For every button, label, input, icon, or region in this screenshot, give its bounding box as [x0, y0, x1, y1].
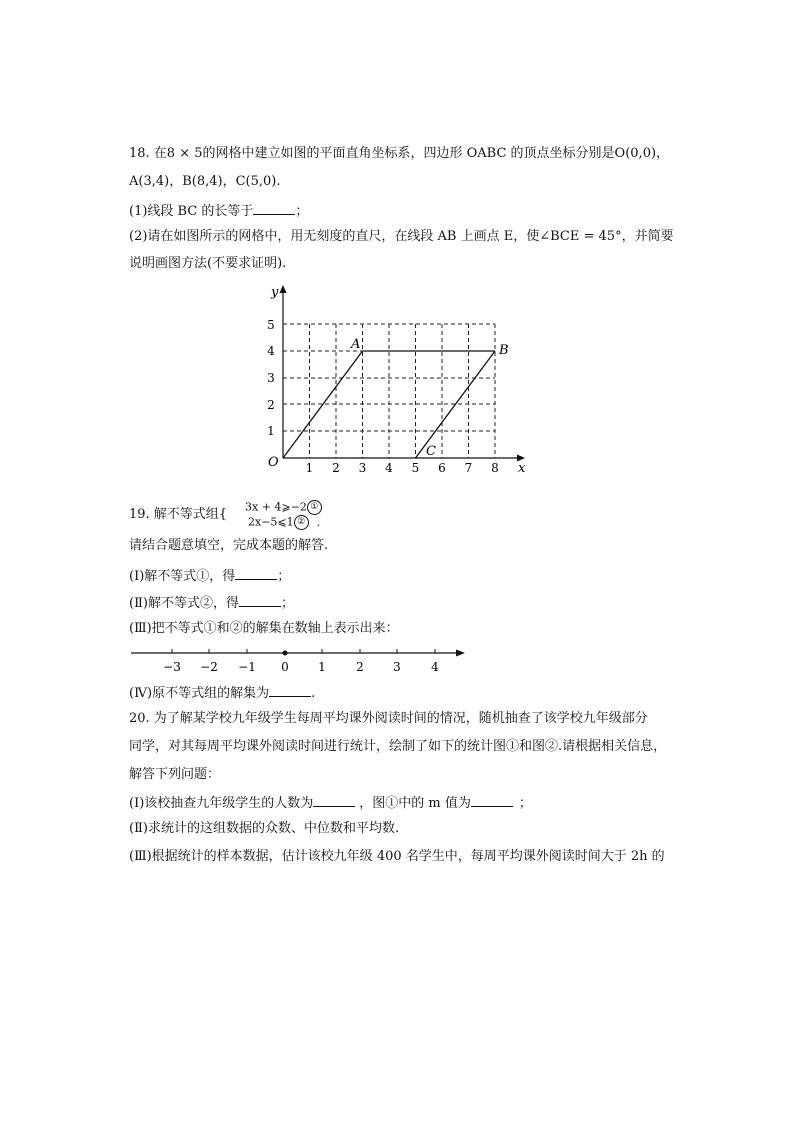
q18-part1-text: (1)线段 BC 的长等于	[129, 204, 254, 219]
number-line-tick: 0	[281, 660, 289, 674]
coordinate-grid-figure	[255, 282, 535, 477]
x-tick: 7	[464, 461, 473, 475]
x-tick: 4	[385, 461, 393, 475]
answer-blank[interactable]	[471, 794, 513, 807]
q18-line1: 18. 在8 × 5的网格中建立如图的平面直角坐标系，四边形 OABC 的顶点坐标分别是O(0,0)，	[129, 146, 670, 161]
inequality-1: 3x + 4⩾−2	[245, 500, 307, 514]
y-tick: 3	[267, 371, 275, 385]
q19-intro: 请结合题意填空，完成本题的解答.	[129, 538, 329, 553]
inequality-system	[245, 500, 322, 530]
q20-line3: 解答下列问题：	[129, 767, 221, 782]
q19-head: 19. 解不等式组{	[129, 507, 228, 522]
answer-blank[interactable]	[253, 202, 295, 215]
mark-2: ②	[294, 515, 309, 530]
y-tick: 5	[267, 318, 275, 332]
system-period: .	[316, 515, 321, 529]
answer-blank[interactable]	[235, 567, 277, 580]
mark-1: ①	[307, 500, 322, 515]
q19-step3: (Ⅲ)把不等式①和②的解集在数轴上表示出来：	[129, 621, 399, 636]
number-line-tick: −2	[200, 660, 218, 674]
number-line-tick: 2	[356, 660, 364, 674]
semicolon: ；	[280, 596, 294, 611]
q19-step2-text: (Ⅱ)解不等式②，得	[129, 596, 239, 611]
x-tick: 1	[305, 461, 314, 475]
q19-step1-text: (Ⅰ)解不等式①，得	[129, 569, 236, 584]
q20-line1: 20. 为了解某学校九年级学生每周平均课外阅读时间的情况，随机抽查了该学校九年级部分	[129, 711, 648, 726]
q19-step1	[129, 567, 290, 585]
inequality-2: 2x−5⩽1	[248, 515, 294, 529]
point-b-label: B	[499, 343, 509, 358]
y-tick-labels	[267, 318, 275, 438]
x-tick: 3	[358, 461, 367, 475]
number-line-tick: 3	[393, 660, 401, 674]
x-tick: 6	[438, 461, 446, 475]
semicolon: ；	[277, 569, 291, 584]
x-tick: 2	[332, 461, 340, 475]
answer-blank[interactable]	[269, 684, 311, 697]
q20-step1-text-a: (Ⅰ)该校抽查九年级学生的人数为	[129, 796, 314, 811]
q19-step2	[129, 594, 294, 612]
y-tick: 4	[267, 344, 275, 358]
point-c-label: C	[426, 444, 436, 459]
x-axis-label: x	[518, 461, 526, 476]
q20-step1-text-b: ，图①中的 m 值为	[359, 796, 471, 811]
number-line-tick: −3	[163, 660, 181, 674]
x-tick-labels	[306, 461, 499, 475]
y-tick: 2	[267, 398, 275, 412]
q18-part2-line2: 说明画图方法(不要求证明).	[129, 256, 287, 271]
semicolon: ；	[518, 796, 532, 811]
y-tick: 1	[267, 424, 275, 438]
q20-step1	[129, 794, 532, 812]
origin-label: O	[268, 455, 279, 470]
x-tick: 5	[411, 461, 420, 475]
q18-part1	[129, 202, 308, 220]
semicolon: ；	[295, 204, 309, 219]
q18-part2-line1: (2)请在如图所示的网格中，用无刻度的直尺，在线段 AB 上画点 E，使∠BCE = 45°，并简要	[129, 229, 674, 244]
x-tick: 8	[491, 461, 499, 475]
point-a-label: A	[351, 337, 361, 352]
q19-step4	[129, 684, 315, 702]
number-line-tick: 1	[318, 660, 326, 674]
answer-blank[interactable]	[239, 594, 281, 607]
answer-blank[interactable]	[313, 794, 355, 807]
number-line	[129, 642, 469, 676]
y-axis-label: y	[271, 285, 279, 300]
q18-line2: A(3,4)，B(8,4)，C(5,0).	[129, 174, 281, 189]
q20-step2: (Ⅱ)求统计的这组数据的众数、中位数和平均数.	[129, 821, 400, 836]
number-line-tick: 4	[431, 660, 439, 674]
q19-step4-text: (Ⅳ)原不等式组的解集为	[129, 686, 270, 701]
q20-step3: (Ⅲ)根据统计的样本数据，估计该校九年级 400 名学生中，每周平均课外阅读时间大于 2h 的	[129, 849, 665, 864]
q20-line2: 同学，对其每周平均课外阅读时间进行统计，绘制了如下的统计图①和图②.请根据相关信息，	[129, 739, 667, 754]
number-line-tick: −1	[238, 660, 256, 674]
period: .	[311, 686, 316, 701]
